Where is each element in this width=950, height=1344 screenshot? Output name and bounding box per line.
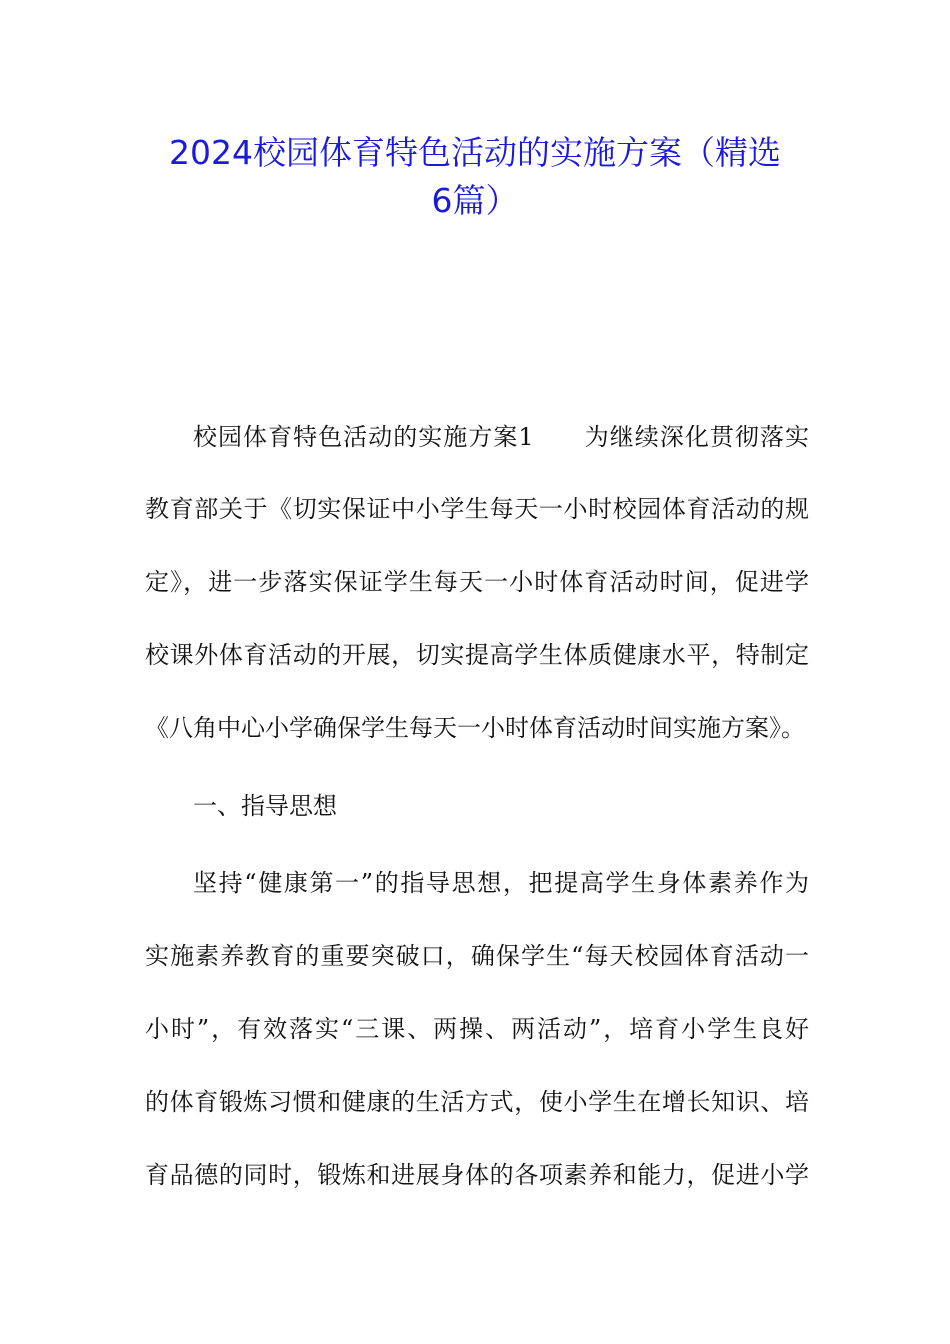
- paragraph-line: 的体育锻炼习惯和健康的生活方式，使小学生在增长知识、培: [145, 1088, 809, 1116]
- document-title-line-1: 2024校园体育特色活动的实施方案（精选: [169, 133, 781, 172]
- document-title-line-2: 6篇）: [431, 181, 519, 220]
- paragraph-line: 育品德的同时，锻炼和进展身体的各项素养和能力，促进小学: [145, 1161, 809, 1189]
- paragraph-line: 小时”，有效落实“三课、两操、两活动”，培育小学生良好: [145, 1015, 809, 1043]
- paragraph-line: 校课外体育活动的开展，切实提高学生体质健康水平，特制定: [145, 641, 809, 669]
- paragraph-line: 校园体育特色活动的实施方案1 为继续深化贯彻落实: [193, 423, 809, 451]
- paragraph-line: 教育部关于《切实保证中小学生每天一小时校园体育活动的规: [145, 495, 809, 523]
- paragraph-line: 实施素养教育的重要突破口，确保学生“每天校园体育活动一: [145, 942, 809, 970]
- paragraph-line: 定》，进一步落实保证学生每天一小时体育活动时间，促进学: [145, 568, 809, 596]
- section-heading: 一、指导思想: [193, 792, 337, 820]
- paragraph-line: 坚持“健康第一”的指导思想，把提高学生身体素养作为: [193, 869, 809, 897]
- paragraph-line: 《八角中心小学确保学生每天一小时体育活动时间实施方案》。: [145, 714, 805, 742]
